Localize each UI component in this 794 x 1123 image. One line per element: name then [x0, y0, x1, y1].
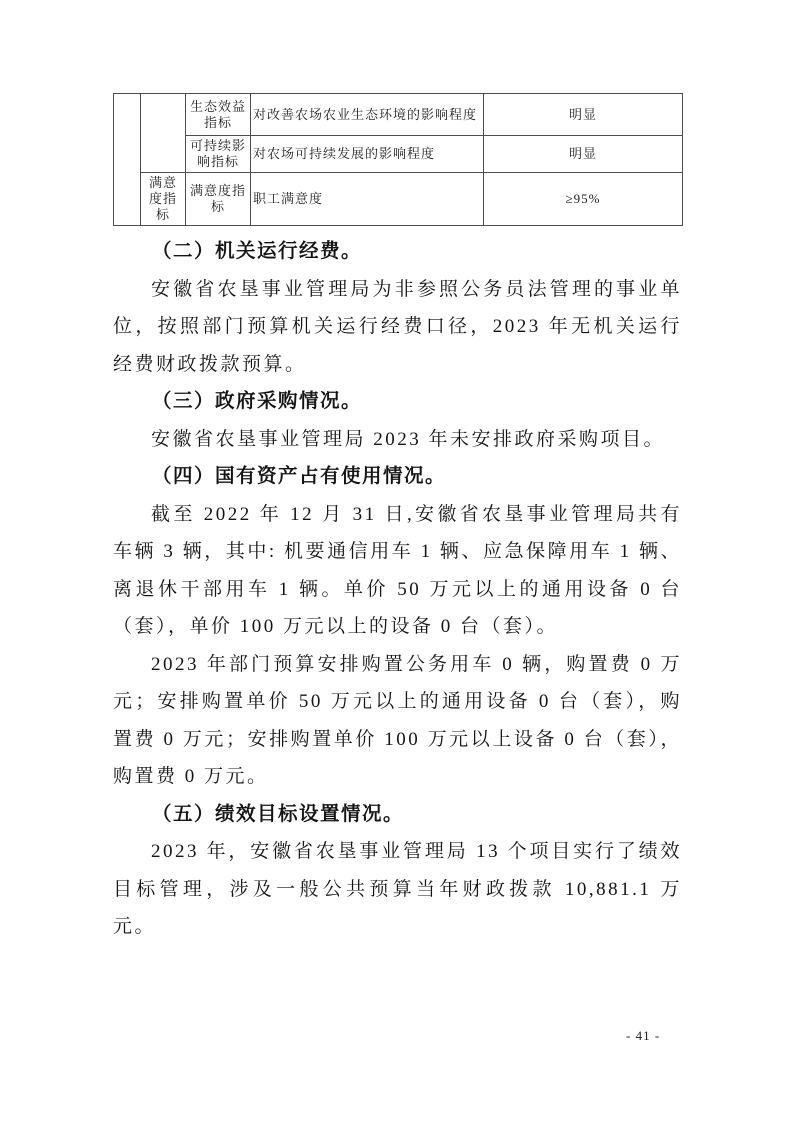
section-heading: （二）机关运行经费。 [152, 241, 363, 262]
table-row [114, 136, 683, 173]
cell-indicator: 生态效益指标 [186, 94, 251, 136]
body-paragraph: 安徽省农垦事业管理局 2023 年未安排政府采购项目。 [151, 428, 666, 450]
cell-value: ≥95% [484, 173, 683, 226]
cell-indicator: 可持续影响指标 [186, 136, 251, 173]
cell-indicator: 满意度指标 [186, 173, 251, 226]
performance-indicator-table [113, 93, 683, 226]
cell-description: 对农场可持续发展的影响程度 [251, 136, 484, 173]
section-heading: （四）国有资产占有使用情况。 [152, 466, 447, 487]
page-number: - 41 - [626, 1028, 661, 1043]
body-paragraph: 截至 2022 年 12 月 31 日,安徽省农垦事业管理局共有车辆 3 辆，其中: 机要通信用车 1 辆、应急保障用车 1 辆、离退休干部用车 1 辆。单价 50 万元以上的通用设备 0 台（套），单价 100 万元以上的设备 0 台（套）。 [113, 503, 682, 637]
cell-description: 职工满意度 [251, 173, 484, 226]
section-heading: （三）政府采购情况。 [152, 391, 363, 412]
body-paragraph: 2023 年，安徽省农垦事业管理局 13 个项目实行了绩效目标管理，涉及一般公共预算当年财政拨款 10,881.1 万元。 [113, 841, 682, 937]
table-row [114, 94, 683, 136]
body-text [113, 233, 682, 946]
cell-description: 对改善农场农业生态环境的影响程度 [251, 94, 484, 136]
section-heading: （五）绩效目标设置情况。 [152, 803, 405, 825]
page-content [113, 93, 682, 946]
section-2-agency-operating-funds [113, 233, 682, 383]
cell-value: 明显 [484, 94, 683, 136]
body-paragraph: 安徽省农垦事业管理局为非参照公务员法管理的事业单位，按照部门预算机关运行经费口径，2023 年无机关运行经费财政拨款预算。 [113, 278, 682, 375]
section-4-state-owned-assets [113, 458, 682, 796]
cell-level1-category [114, 94, 141, 226]
section-5-performance-targets [113, 796, 682, 946]
body-paragraph: 2023 年部门预算安排购置公务用车 0 辆，购置费 0 万元；安排购置单价 50 万元以上的通用设备 0 台（套），购置费 0 万元；安排购置单价 100 万元以上设备 0 台（套），购置费 0 万元。 [113, 653, 682, 787]
cell-level2-category: 满意度指标 [141, 173, 186, 226]
table-row [114, 173, 683, 226]
cell-level2-category [141, 94, 186, 173]
section-3-government-procurement [113, 383, 682, 458]
cell-value: 明显 [484, 136, 683, 173]
